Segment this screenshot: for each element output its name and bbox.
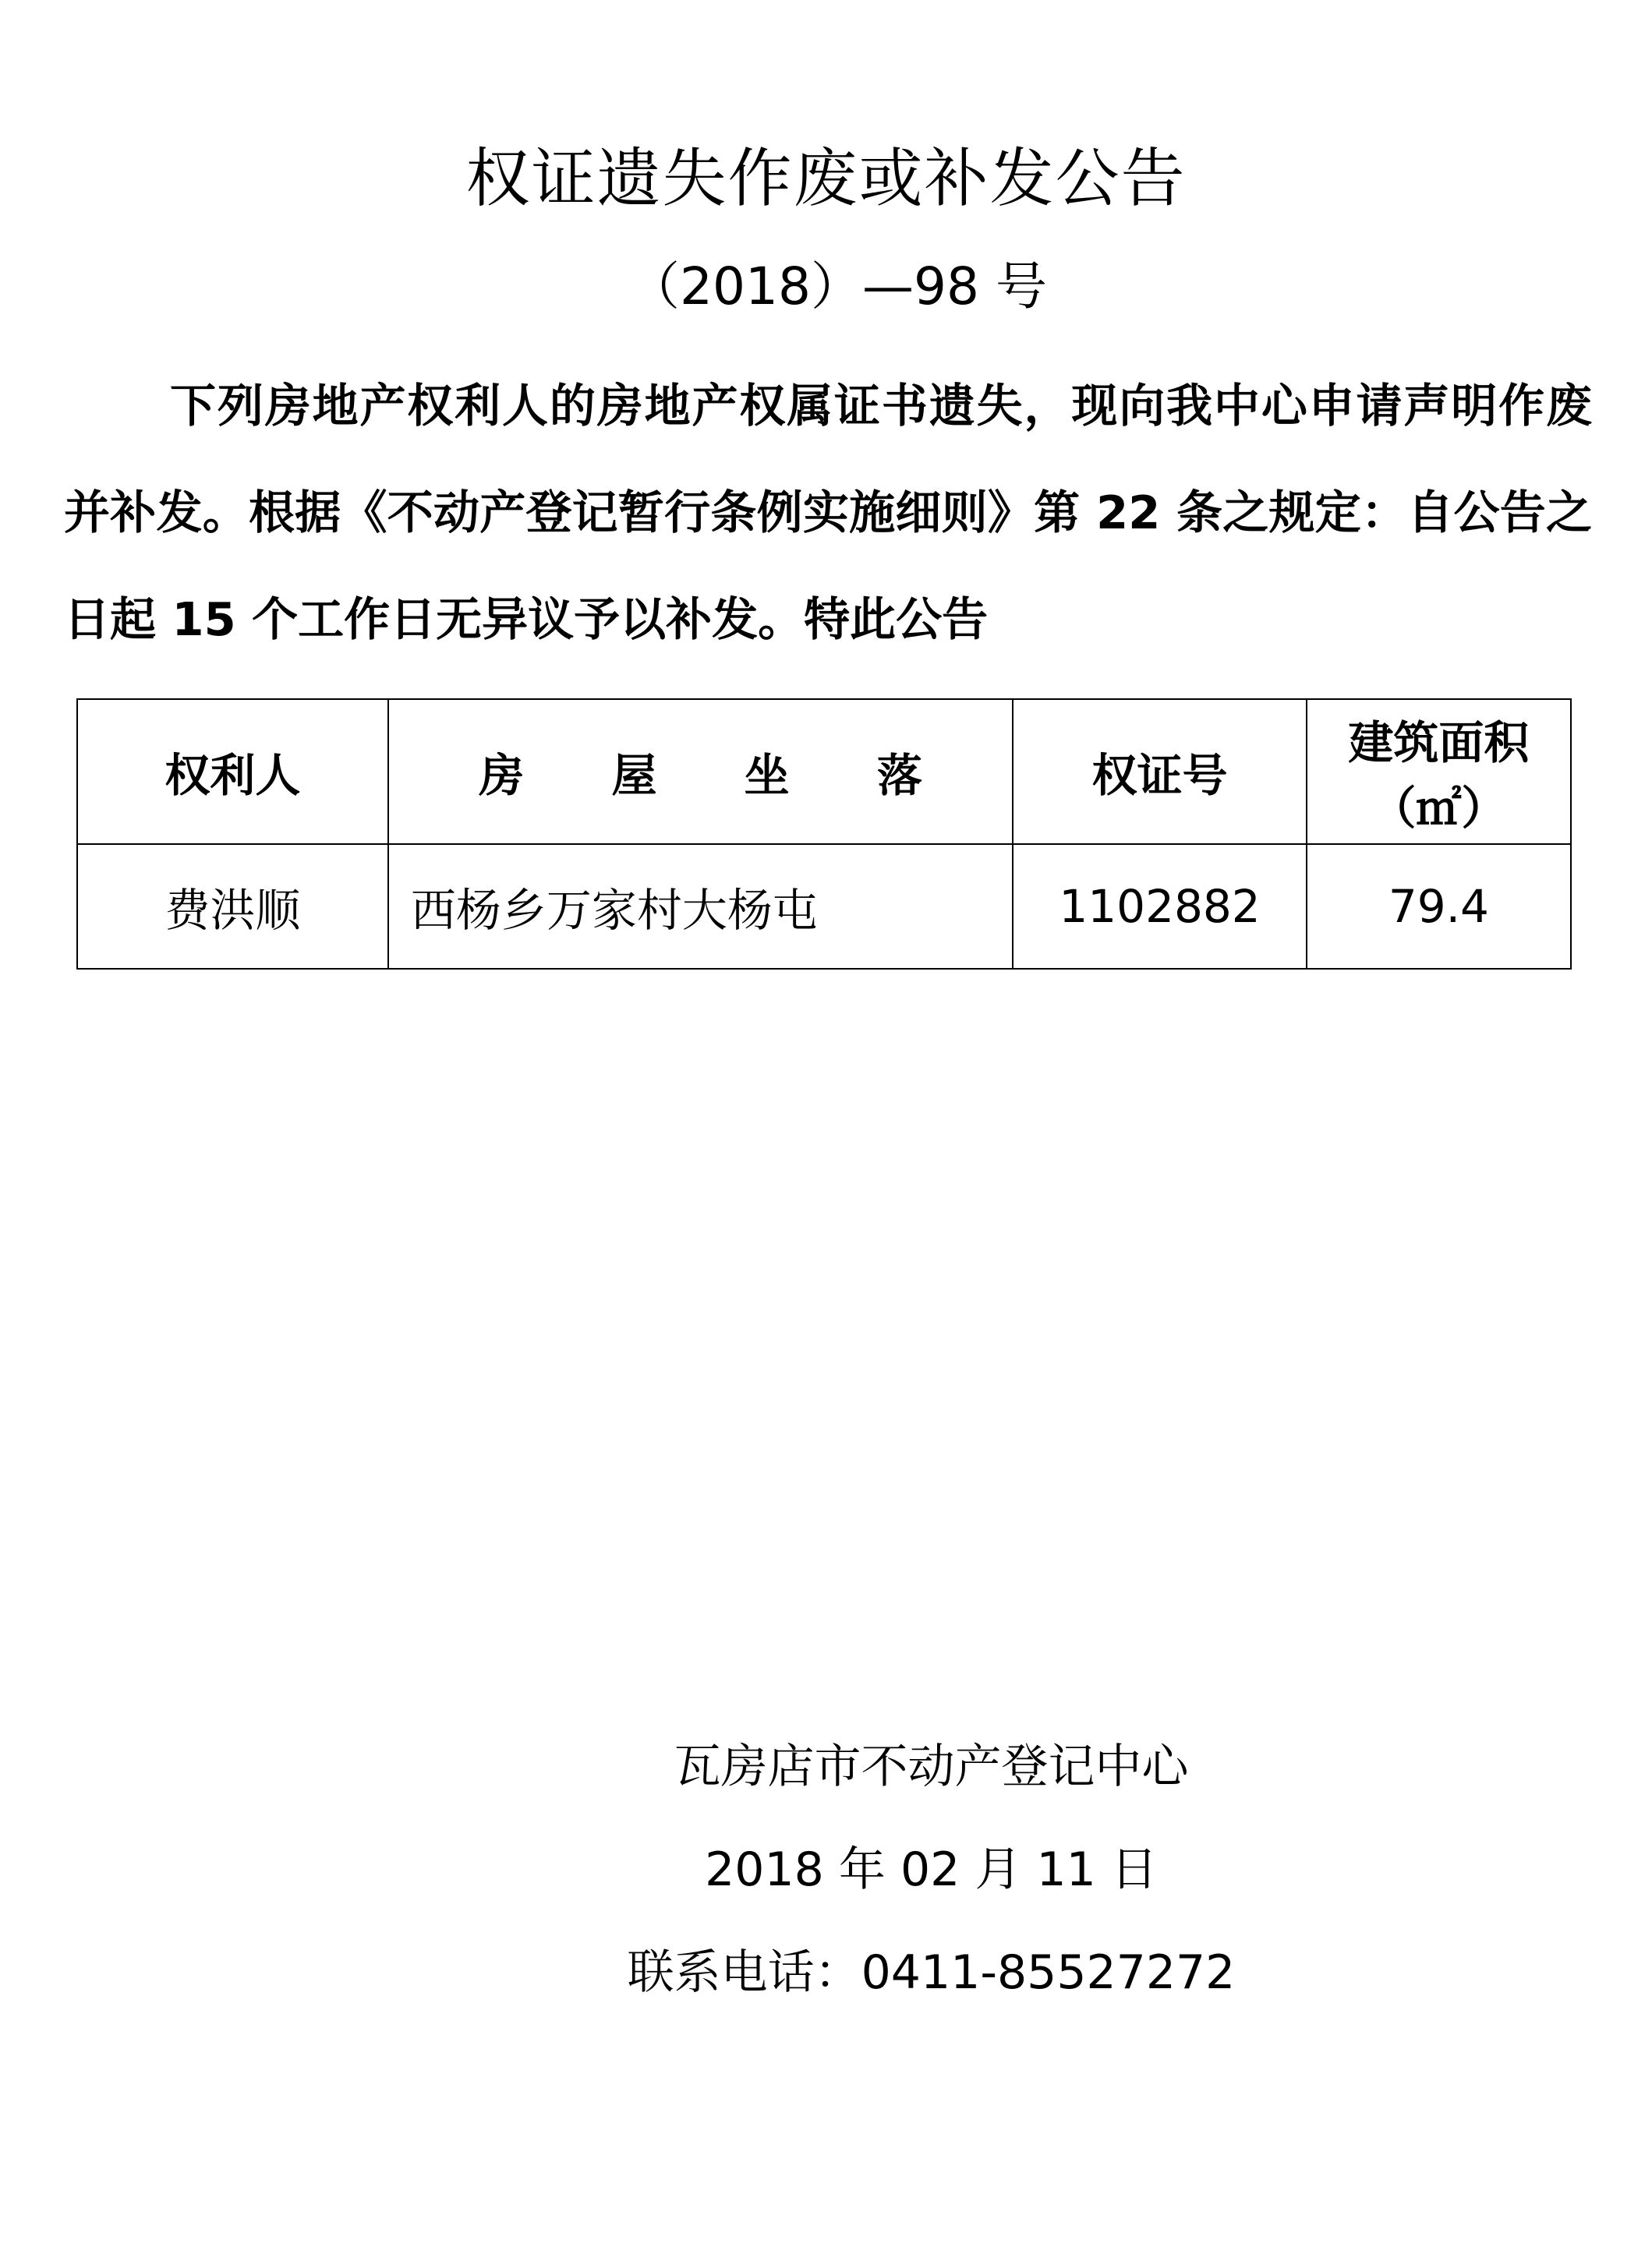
header-area [1307,699,1571,844]
cell-certificate: 1102882 [1013,844,1306,969]
issuing-organization: 瓦房店市不动产登记中心 [674,1740,1189,1794]
contact-phone: 联系电话：0411-85527272 [627,1945,1236,2000]
certificate-table [76,698,1572,970]
cell-owner: 费洪顺 [77,844,388,969]
table-row [77,844,1571,969]
header-area-label: 建筑面积 [1348,716,1530,769]
notice-title: 权证遗失作废或补发公告 [465,142,1187,216]
notice-body: 下列房地产权利人的房地产权属证书遗失，现向我中心申请声明作废并补发。根据《不动产登记暂行条例实施细则》第 22 条之规定：自公告之日起 15 个工作日无异议予以补发。特此公告 [64,379,1592,646]
issue-date: 2018 年 02 月 11 日 [705,1842,1158,1897]
notice-number: （2018）—98 号 [628,256,1047,316]
header-location-label: 房 屋 坐 落 [479,749,958,802]
header-certificate: 权证号 [1013,699,1306,844]
header-owner: 权利人 [77,699,388,844]
header-location [388,699,1013,844]
cell-area: 79.4 [1307,844,1571,969]
header-area-unit: （㎡） [1371,782,1507,835]
table-header-row [77,699,1571,844]
cell-location: 西杨乡万家村大杨屯 [388,844,1013,969]
